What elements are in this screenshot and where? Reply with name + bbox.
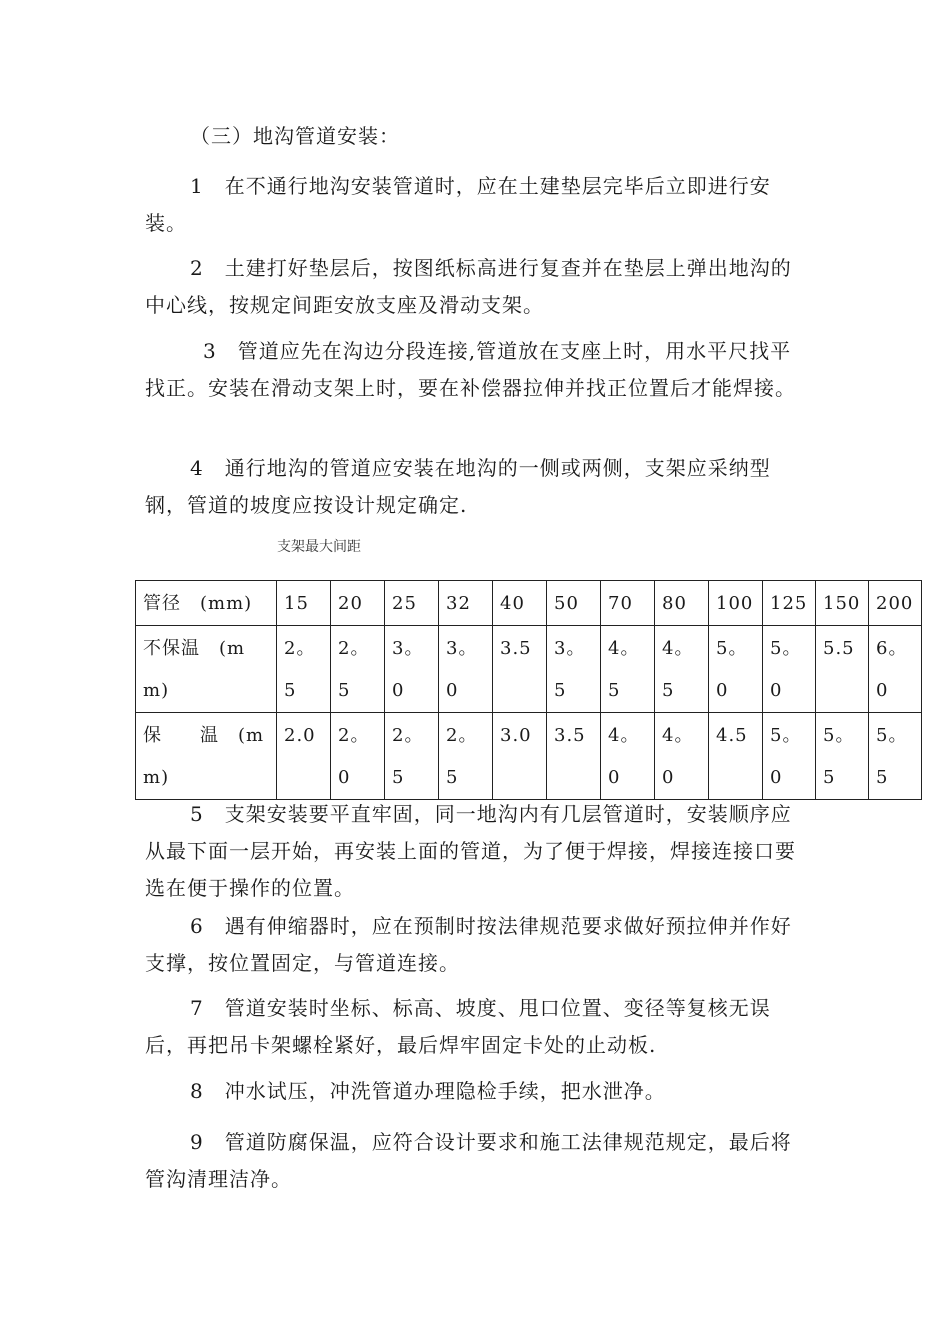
table-cell: 5。5 <box>869 713 922 800</box>
paragraph-item-6: 6 遇有伸缩器时，应在预制时按法律规范要求做好预拉伸并作好支撑，按位置固定，与管道连接。 <box>145 914 792 975</box>
table-cell: 4。0 <box>601 713 655 800</box>
table-cell: 5。0 <box>763 713 816 800</box>
table-cell: 5。5 <box>816 713 869 800</box>
table-cell: 125 <box>763 581 816 626</box>
table-cell: 2。5 <box>385 713 439 800</box>
paragraph-item-3: 3 管道应先在沟边分段连接,管道放在支座上时，用水平尺找平找正。安装在滑动支架上时，要在补偿器拉伸并找正位置后才能焊接。 <box>145 339 796 400</box>
table-cell: 2。5 <box>277 626 331 713</box>
paragraph-item-2: 2 土建打好垫层后，按图纸标高进行复查并在垫层上弹出地沟的中心线，按规定间距安放支座及滑动支架。 <box>145 256 792 317</box>
table-row-header: 保 温 (m m) <box>136 713 277 800</box>
table-caption: 支架最大间距 <box>277 539 361 555</box>
table-row-uninsulated <box>136 626 922 713</box>
table-row-pipe-diameter <box>136 581 922 626</box>
table-cell: 4.5 <box>709 713 763 800</box>
table-cell: 70 <box>601 581 655 626</box>
table-cell: 3。0 <box>385 626 439 713</box>
table-cell: 32 <box>439 581 493 626</box>
table-cell: 5。0 <box>763 626 816 713</box>
table-cell: 15 <box>277 581 331 626</box>
table-cell: 200 <box>869 581 922 626</box>
table-cell: 80 <box>655 581 709 626</box>
table-cell: 3.5 <box>493 626 547 713</box>
table-cell: 3。5 <box>547 626 601 713</box>
table-cell: 2。5 <box>331 626 385 713</box>
table-cell: 100 <box>709 581 763 626</box>
table-cell: 25 <box>385 581 439 626</box>
table-cell: 5.5 <box>816 626 869 713</box>
table-cell: 3。0 <box>439 626 493 713</box>
paragraph-item-1: 1 在不通行地沟安装管道时，应在土建垫层完毕后立即进行安装。 <box>145 174 771 235</box>
table-cell: 4。0 <box>655 713 709 800</box>
paragraph-item-4: 4 通行地沟的管道应安装在地沟的一侧或两侧，支架应采纳型钢，管道的坡度应按设计规定确定. <box>145 456 771 517</box>
table-cell: 4。5 <box>655 626 709 713</box>
paragraph-item-7: 7 管道安装时坐标、标高、坡度、甩口位置、变径等复核无误后，再把吊卡架螺栓紧好，最后焊牢固定卡处的止动板. <box>145 996 771 1057</box>
table-row-insulated <box>136 713 922 800</box>
table-cell: 2。0 <box>331 713 385 800</box>
table-cell: 4。5 <box>601 626 655 713</box>
support-spacing-table <box>135 580 922 800</box>
paragraph-item-9: 9 管道防腐保温，应符合设计要求和施工法律规范规定，最后将管沟清理洁净。 <box>145 1130 792 1191</box>
paragraph-item-5: 5 支架安装要平直牢固，同一地沟内有几层管道时，安装顺序应从最下面一层开始，再安装上面的管道，为了便于焊接，焊接连接口要选在便于操作的位置。 <box>145 802 796 900</box>
table-cell: 3.5 <box>547 713 601 800</box>
table-cell: 20 <box>331 581 385 626</box>
paragraph-item-8: 8 冲水试压，冲洗管道办理隐检手续，把水泄净。 <box>190 1079 666 1103</box>
table-cell: 5。0 <box>709 626 763 713</box>
section-heading: （三）地沟管道安装： <box>190 124 400 148</box>
table-cell: 3.0 <box>493 713 547 800</box>
table-cell: 2.0 <box>277 713 331 800</box>
table-cell: 50 <box>547 581 601 626</box>
table-cell: 2。5 <box>439 713 493 800</box>
table-cell: 40 <box>493 581 547 626</box>
table-cell: 150 <box>816 581 869 626</box>
table-row-header: 不保温 (m m) <box>136 626 277 713</box>
table-row-header: 管径 (mm) <box>136 581 277 626</box>
table-cell: 6。0 <box>869 626 922 713</box>
